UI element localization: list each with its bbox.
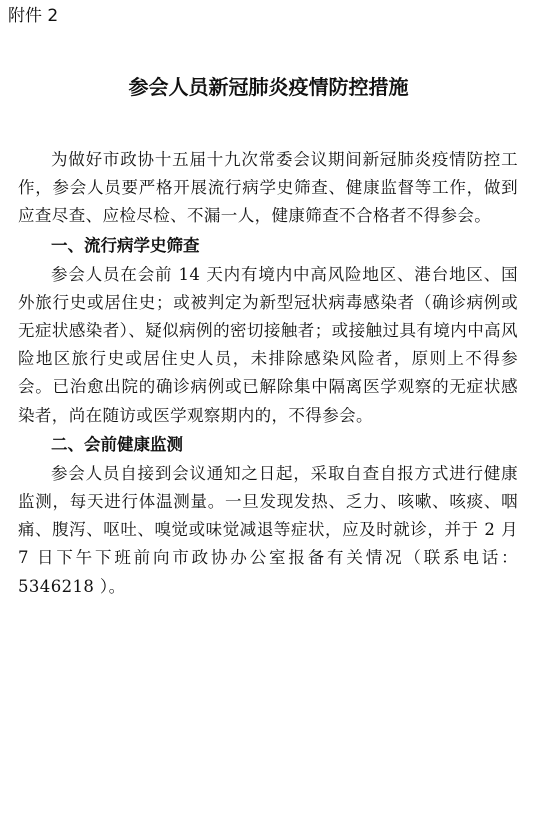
section-body-health-monitoring: 参会人员自接到会议通知之日起，采取自查自报方式进行健康监测，每天进行体温测量。一旦发现发热、乏力、咳嗽、咳痰、咽痛、腹泻、呕吐、嗅觉或味觉减退等症状，应及时就诊，并于 2 月 7 日下午下班前向市政协办公室报备有关情况（联系电话：5346218 ）。 bbox=[18, 463, 518, 596]
section-heading-epidemiology: 一、流行病学史筛查 bbox=[51, 235, 200, 255]
intro-paragraph: 为做好市政协十五届十九次常委会议期间新冠肺炎疫情防控工作，参会人员要严格开展流行病学史筛查、健康监督等工作，做到应查尽查、应检尽检、不漏一人，健康筛查不合格者不得参会。 bbox=[18, 150, 518, 226]
section-heading-health-monitoring: 二、会前健康监测 bbox=[51, 434, 183, 454]
document-title: 参会人员新冠肺炎疫情防控措施 bbox=[128, 75, 409, 99]
attachment-label: 附件 2 bbox=[8, 6, 59, 26]
section-body-epidemiology: 参会人员在会前 14 天内有境内中高风险地区、港台地区、国外旅行史或居住史；或被判定为新型冠状病毒感染者（确诊病例或无症状感染者）、疑似病例的密切接触者；或接触过具有境内中高风险地区旅行史或居住史人员，未排除感染风险者，原则上不得参会。已治愈出院的确诊病例或已解除集中隔离医学观察的无症状感染者，尚在随访或医学观察期内的，不得参会。 bbox=[18, 264, 518, 425]
document-body bbox=[18, 146, 518, 601]
